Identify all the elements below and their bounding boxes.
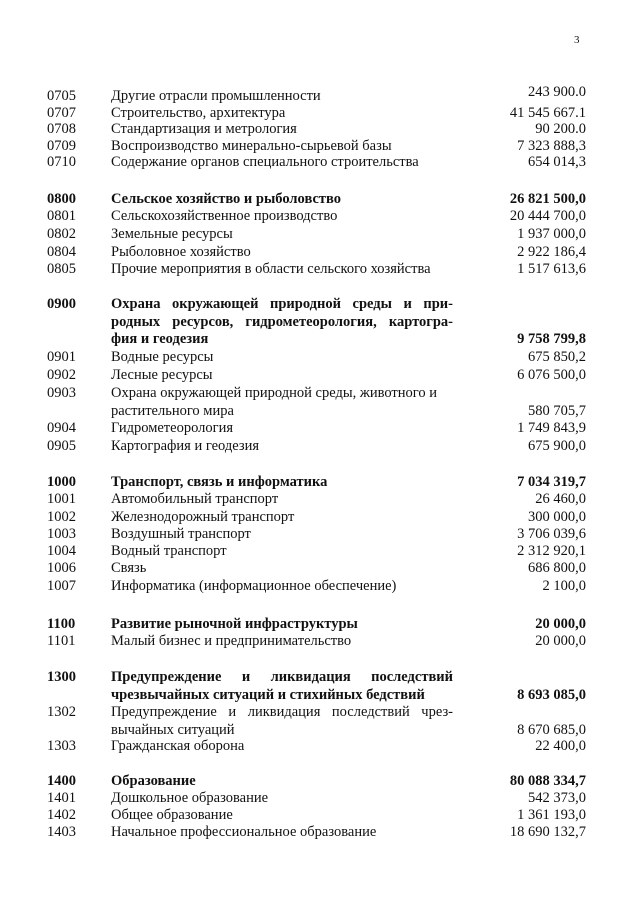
row-code: 1402 xyxy=(47,807,76,823)
row-description xyxy=(111,208,453,226)
description-line: Другие отрасли промышленности xyxy=(111,88,321,104)
row-amount: 20 000,0 xyxy=(535,616,586,632)
row-code: 1100 xyxy=(47,616,76,632)
row-code: 0901 xyxy=(47,349,76,365)
row-description xyxy=(111,807,453,825)
description-line: Информатика (информационное обеспечение) xyxy=(111,578,397,594)
row-code: 1004 xyxy=(47,543,76,559)
row-description xyxy=(111,790,453,808)
description-line: Водные ресурсы xyxy=(111,349,214,365)
description-line: Гражданская оборона xyxy=(111,738,245,754)
description-line: Транспорт, связь и информатика xyxy=(111,474,328,490)
description-line: родных ресурсов, гидрометеорология, картогра- xyxy=(111,313,453,330)
row-amount: 3 706 039,6 xyxy=(517,526,586,542)
description-line: Дошкольное образование xyxy=(111,790,269,806)
row-code: 1006 xyxy=(47,560,76,576)
description-line: Водный транспорт xyxy=(111,543,227,559)
row-amount: 1 361 193,0 xyxy=(517,807,586,823)
description-line: Образование xyxy=(111,773,196,789)
row-amount: 20 000,0 xyxy=(535,633,586,649)
row-code: 1300 xyxy=(47,669,76,685)
row-description xyxy=(111,543,453,561)
description-line: Связь xyxy=(111,560,147,576)
row-description xyxy=(111,420,453,438)
page-number: 3 xyxy=(574,34,580,46)
description-line: Сельское хозяйство и рыболовство xyxy=(111,191,341,207)
description-line: Охрана окружающей природной среды и при- xyxy=(111,296,453,312)
row-amount: 243 900.0 xyxy=(528,84,586,100)
description-line: Картография и геодезия xyxy=(111,438,260,454)
row-code: 0707 xyxy=(47,105,76,121)
row-description xyxy=(111,88,453,106)
description-line: Начальное профессиональное образование xyxy=(111,824,377,840)
row-code: 0900 xyxy=(47,296,76,312)
row-description xyxy=(111,704,453,739)
row-description xyxy=(111,138,453,156)
row-description xyxy=(111,296,453,349)
row-description xyxy=(111,491,453,509)
description-line: Содержание органов специального строительства xyxy=(111,154,419,170)
row-amount: 654 014,3 xyxy=(528,154,586,170)
row-description xyxy=(111,121,453,139)
description-line: чрезвычайных ситуаций и стихийных бедствий xyxy=(111,686,425,703)
row-description xyxy=(111,578,453,596)
row-description xyxy=(111,438,453,456)
row-amount: 2 312 920,1 xyxy=(517,543,586,559)
row-code: 1101 xyxy=(47,633,76,649)
row-code: 1403 xyxy=(47,824,76,840)
row-description xyxy=(111,261,453,279)
row-description xyxy=(111,385,453,420)
row-amount: 1 517 613,6 xyxy=(517,261,586,277)
row-amount: 26 821 500,0 xyxy=(509,191,586,207)
row-code: 1007 xyxy=(47,578,76,594)
description-line: Охрана окружающей природной среды, животного и xyxy=(111,385,437,401)
description-line: Прочие мероприятия в области сельского хозяйства xyxy=(111,261,431,277)
description-line: Воздушный транспорт xyxy=(111,526,251,542)
description-line: фия и геодезия xyxy=(111,331,209,348)
row-code: 1302 xyxy=(47,704,76,720)
row-description xyxy=(111,824,453,842)
description-line: Малый бизнес и предпринимательство xyxy=(111,633,352,649)
description-line: Лесные ресурсы xyxy=(111,367,213,383)
description-line: Стандартизация и метрология xyxy=(111,121,297,137)
row-amount: 1 937 000,0 xyxy=(517,226,586,242)
row-description xyxy=(111,367,453,385)
description-line: вычайных ситуаций xyxy=(111,721,235,738)
description-line: Развитие рыночной инфраструктуры xyxy=(111,616,358,632)
row-description xyxy=(111,474,453,492)
row-amount: 542 373,0 xyxy=(528,790,586,806)
row-description xyxy=(111,191,453,209)
row-amount: 22 400,0 xyxy=(535,738,586,754)
description-line: Земельные ресурсы xyxy=(111,226,233,242)
row-amount: 580 705,7 xyxy=(528,402,586,419)
description-line: Рыболовное хозяйство xyxy=(111,244,251,260)
row-description xyxy=(111,105,453,123)
row-description xyxy=(111,226,453,244)
row-description xyxy=(111,154,453,172)
row-code: 0802 xyxy=(47,226,76,242)
row-amount: 26 460,0 xyxy=(535,491,586,507)
row-code: 1303 xyxy=(47,738,76,754)
description-line: Общее образование xyxy=(111,807,233,823)
row-amount: 8 670 685,0 xyxy=(517,721,586,738)
row-code: 0705 xyxy=(47,88,76,104)
row-code: 0804 xyxy=(47,244,76,260)
row-amount: 2 922 186,4 xyxy=(517,244,586,260)
description-line: Автомобильный транспорт xyxy=(111,491,279,507)
row-amount: 2 100,0 xyxy=(542,578,586,594)
row-amount: 20 444 700,0 xyxy=(509,208,586,224)
description-line: Гидрометеорология xyxy=(111,420,233,436)
row-amount: 80 088 334,7 xyxy=(509,773,586,789)
description-line: Железнодорожный транспорт xyxy=(111,509,295,525)
row-amount: 7 323 888,3 xyxy=(517,138,586,154)
row-amount: 686 800,0 xyxy=(528,560,586,576)
row-amount: 675 900,0 xyxy=(528,438,586,454)
row-amount: 675 850,2 xyxy=(528,349,586,365)
row-amount: 6 076 500,0 xyxy=(517,367,586,383)
row-code: 0800 xyxy=(47,191,76,207)
description-line: растительного мира xyxy=(111,402,234,419)
row-description xyxy=(111,669,453,704)
row-description xyxy=(111,773,453,791)
row-code: 1400 xyxy=(47,773,76,789)
row-description xyxy=(111,616,453,634)
row-code: 0902 xyxy=(47,367,76,383)
row-code: 0905 xyxy=(47,438,76,454)
row-description xyxy=(111,738,453,756)
row-code: 0708 xyxy=(47,121,76,137)
row-code: 0801 xyxy=(47,208,76,224)
description-line: Сельскохозяйственное производство xyxy=(111,208,338,224)
row-amount: 90 200.0 xyxy=(535,121,586,137)
description-line: Предупреждение и ликвидация последствий чрез- xyxy=(111,704,453,720)
row-code: 1000 xyxy=(47,474,76,490)
row-code: 0805 xyxy=(47,261,76,277)
row-amount: 8 693 085,0 xyxy=(517,686,586,703)
row-amount: 7 034 319,7 xyxy=(517,474,586,490)
row-description xyxy=(111,526,453,544)
row-code: 0903 xyxy=(47,385,76,401)
row-amount: 300 000,0 xyxy=(528,509,586,525)
description-line: Строительство, архитектура xyxy=(111,105,286,121)
row-code: 0710 xyxy=(47,154,76,170)
row-code: 0709 xyxy=(47,138,76,154)
row-description xyxy=(111,509,453,527)
row-description xyxy=(111,349,453,367)
row-code: 1003 xyxy=(47,526,76,542)
row-amount: 9 758 799,8 xyxy=(517,331,586,348)
row-description xyxy=(111,244,453,262)
row-code: 1001 xyxy=(47,491,76,507)
row-code: 1401 xyxy=(47,790,76,806)
row-description xyxy=(111,633,453,651)
description-line: Предупреждение и ликвидация последствий xyxy=(111,669,453,685)
row-amount: 41 545 667.1 xyxy=(509,105,586,121)
row-amount: 18 690 132,7 xyxy=(509,824,586,840)
row-amount: 1 749 843,9 xyxy=(517,420,586,436)
row-code: 0904 xyxy=(47,420,76,436)
description-line: Воспроизводство минерально-сырьевой базы xyxy=(111,138,392,154)
row-description xyxy=(111,560,453,578)
row-code: 1002 xyxy=(47,509,76,525)
